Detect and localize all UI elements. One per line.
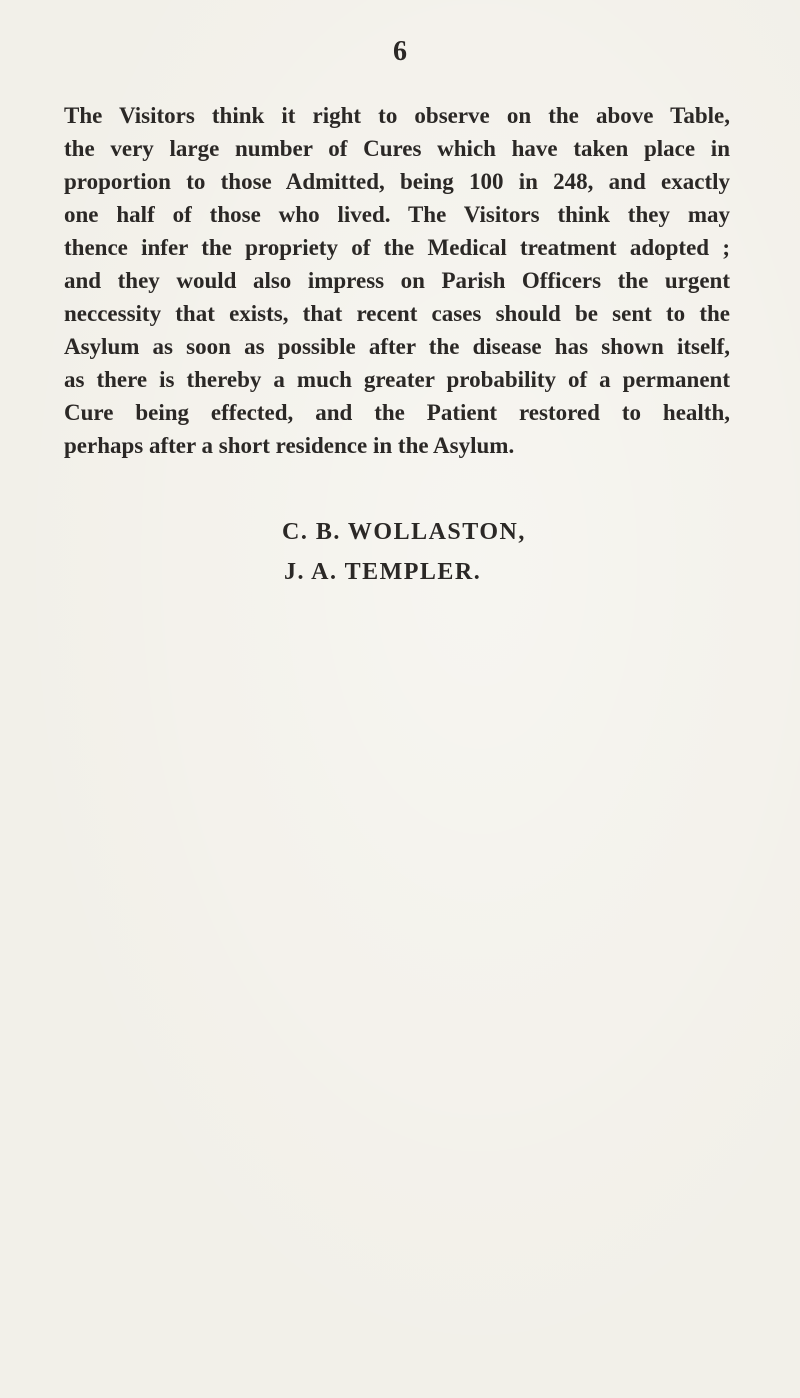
paragraph-line: neccessity that exists, that recent cases should be sent to the bbox=[64, 301, 730, 326]
paragraph-line: Cure being effected, and the Patient restored to health, bbox=[64, 400, 730, 425]
page-number: 6 bbox=[393, 36, 407, 67]
paragraph-line: one half of those who lived. The Visitors think they may bbox=[64, 202, 730, 227]
paragraph-line: thence infer the propriety of the Medical treatment adopted ; bbox=[64, 235, 730, 260]
paragraph-line: Asylum as soon as possible after the disease has shown itself, bbox=[64, 334, 730, 359]
paragraph-line: proportion to those Admitted, being 100 in 248, and exactly bbox=[64, 169, 730, 194]
signature-block bbox=[282, 512, 526, 592]
paragraph-line: The Visitors think it right to observe on the above Table, bbox=[64, 103, 730, 128]
signature-wollaston: C. B. WOLLASTON, bbox=[282, 519, 526, 545]
paragraph-line: perhaps after a short residence in the Asylum. bbox=[64, 433, 515, 458]
paragraph-line: the very large number of Cures which have taken place in bbox=[64, 136, 730, 161]
paragraph-line: and they would also impress on Parish Officers the urgent bbox=[64, 268, 730, 293]
paragraph-line: as there is thereby a much greater probability of a permanent bbox=[64, 367, 730, 392]
signature-templer: J. A. TEMPLER. bbox=[284, 559, 482, 585]
body-paragraph bbox=[64, 99, 730, 462]
